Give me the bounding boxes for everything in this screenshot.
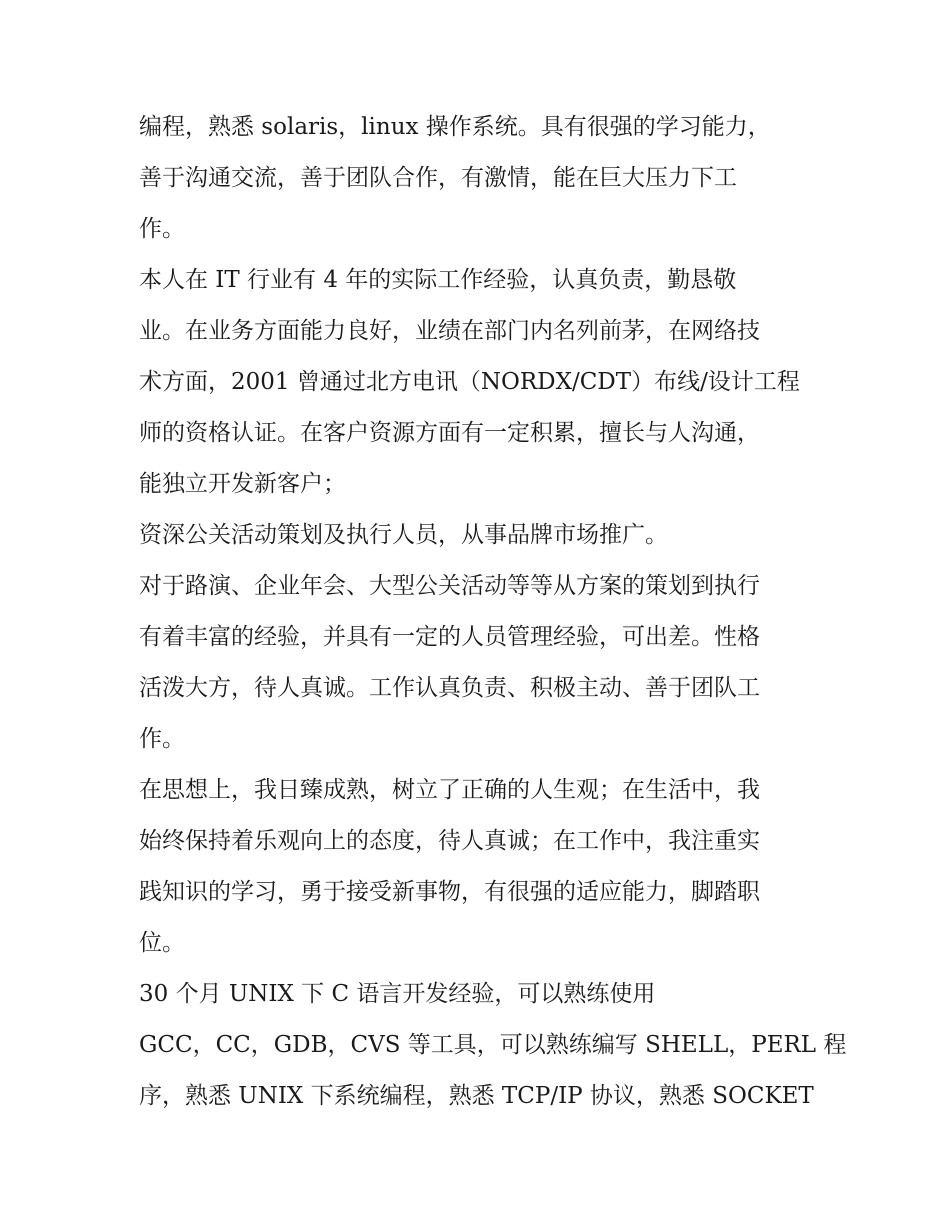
text-line: 能独立开发新客户； — [139, 471, 346, 497]
text-line: 资深公关活动策划及执行人员，从事品牌市场推广。 — [139, 522, 668, 548]
text-line: 在思想上，我日臻成熟，树立了正确的人生观；在生活中，我 — [139, 777, 760, 803]
text-line: 有着丰富的经验，并具有一定的人员管理经验，可出差。性格 — [139, 624, 760, 650]
text-line: 本人在 IT 行业有 4 年的实际工作经验，认真负责，勤恳敬 — [139, 267, 737, 293]
text-line: 术方面，2001 曾通过北方电讯（NORDX/CDT）布线/设计工程 — [139, 369, 800, 395]
text-line: 对于路演、企业年会、大型公关活动等等从方案的策划到执行 — [139, 573, 760, 599]
text-line: 作。 — [139, 726, 185, 752]
text-line: 30 个月 UNIX 下 C 语言开发经验，可以熟练使用 — [139, 981, 656, 1007]
text-line: 序，熟悉 UNIX 下系统编程，熟悉 TCP/IP 协议，熟悉 SOCKET — [139, 1083, 814, 1109]
text-line: 活泼大方，待人真诚。工作认真负责、积极主动、善于团队工 — [139, 675, 760, 701]
text-line: 师的资格认证。在客户资源方面有一定积累，擅长与人沟通， — [139, 420, 760, 446]
text-line: 善于沟通交流，善于团队合作，有激情，能在巨大压力下工 — [139, 165, 737, 191]
text-line: GCC，CC，GDB，CVS 等工具，可以熟练编写 SHELL，PERL 程 — [139, 1032, 847, 1058]
text-line: 编程，熟悉 solaris，linux 操作系统。具有很强的学习能力， — [139, 114, 771, 140]
document-body — [139, 102, 847, 1122]
text-line: 位。 — [139, 930, 185, 956]
text-line: 作。 — [139, 216, 185, 242]
text-line: 业。在业务方面能力良好，业绩在部门内名列前茅，在网络技 — [139, 318, 760, 344]
text-line: 践知识的学习，勇于接受新事物，有很强的适应能力，脚踏职 — [139, 879, 760, 905]
text-line: 始终保持着乐观向上的态度，待人真诚；在工作中，我注重实 — [139, 828, 760, 854]
